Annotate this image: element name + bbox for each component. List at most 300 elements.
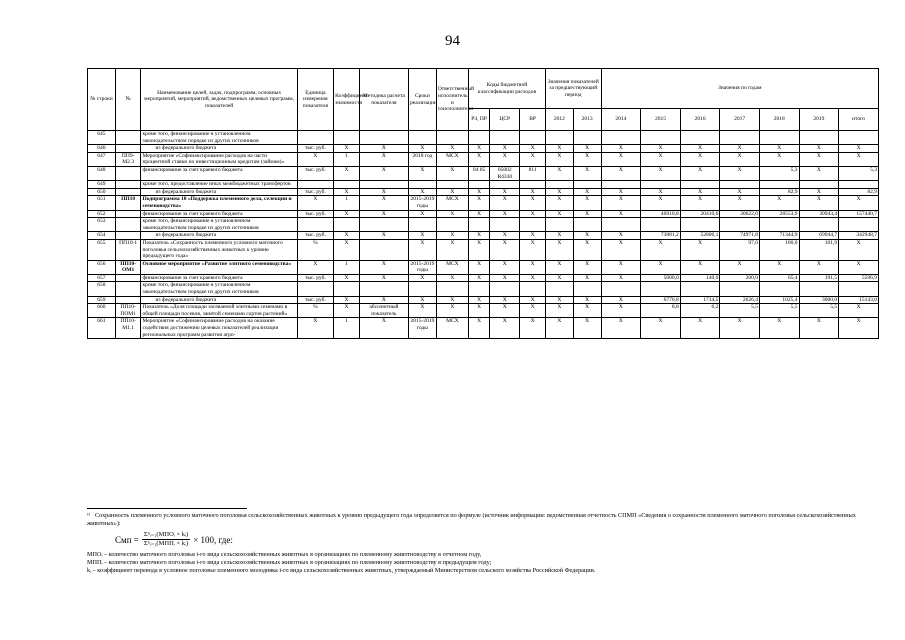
row-rz xyxy=(468,282,489,296)
row-unit xyxy=(297,218,333,232)
row-total xyxy=(839,282,879,296)
row-code: ПП9-М2.3 xyxy=(115,152,141,166)
row-resp: Х xyxy=(436,166,468,180)
row-2018: Х xyxy=(759,196,799,210)
formula-right: × 100, где: xyxy=(193,534,233,545)
row-vr: Х xyxy=(520,304,546,318)
row-resp xyxy=(436,181,468,189)
row-2019: Х xyxy=(799,318,839,339)
row-2012: Х xyxy=(545,296,573,304)
row-unit: Х xyxy=(297,318,333,339)
row-2018 xyxy=(759,218,799,232)
row-name: из федерального бюджета xyxy=(141,232,297,240)
row-name: Показатель «Сохранность племенного условного маточного поголовья сельскохозяйственных животных к уровню предыдущего года» xyxy=(141,239,297,260)
formula xyxy=(115,531,879,548)
row-method xyxy=(359,218,408,232)
row-resp: Х xyxy=(436,239,468,260)
row-coef: Х xyxy=(334,145,360,153)
row-csr: Х xyxy=(490,145,520,153)
row-method: Х xyxy=(359,318,408,339)
row-2015: 73881,2 xyxy=(641,232,681,240)
row-code xyxy=(115,282,141,296)
row-method: Х xyxy=(359,232,408,240)
row-unit: тыс. руб. xyxy=(297,274,333,282)
row-number: 645 xyxy=(88,131,116,145)
row-total: Х xyxy=(839,152,879,166)
row-2014: Х xyxy=(601,232,641,240)
row-coef: Х xyxy=(334,210,360,218)
row-2016: Х xyxy=(680,145,720,153)
row-2014: Х xyxy=(601,318,641,339)
row-method xyxy=(359,181,408,189)
row-2017: 5,5 xyxy=(720,304,760,318)
header-prev: Значения показателей за предшествующий период xyxy=(545,69,601,109)
row-total: 5596,9 xyxy=(839,274,879,282)
row-unit: тыс. руб. xyxy=(297,296,333,304)
row-2015: Х xyxy=(641,152,681,166)
row-coef: Х xyxy=(334,188,360,196)
row-2019 xyxy=(799,218,839,232)
row-csr: Х xyxy=(490,304,520,318)
row-name: из федерального бюджета xyxy=(141,145,297,153)
row-rz: Х xyxy=(468,210,489,218)
row-2019: 69944,7 xyxy=(799,232,839,240)
table-row xyxy=(88,145,879,153)
row-2013: Х xyxy=(573,210,601,218)
row-method: абсолютный показатель xyxy=(359,304,408,318)
row-2017: Х xyxy=(720,145,760,153)
row-csr xyxy=(490,218,520,232)
row-vr: Х xyxy=(520,145,546,153)
row-coef: Х xyxy=(334,166,360,180)
row-total: Х xyxy=(839,304,879,318)
row-term: 2015-2019 годы xyxy=(409,318,437,339)
row-code: ПП10-ПОМ1 xyxy=(115,304,141,318)
row-term xyxy=(409,282,437,296)
row-unit xyxy=(297,282,333,296)
row-2014: Х xyxy=(601,196,641,210)
row-total: Х xyxy=(839,260,879,274)
row-total: Х xyxy=(839,145,879,153)
row-2013: Х xyxy=(573,166,601,180)
formula-numerator: Σⁿᵢ₌₁(МПОᵢ × kᵢ) xyxy=(143,531,189,538)
row-coef: Х xyxy=(334,304,360,318)
row-number: 650 xyxy=(88,188,116,196)
row-number: 658 xyxy=(88,282,116,296)
header-codes: Коды бюджетной классификации расходов xyxy=(468,69,545,109)
row-2019: 191,5 xyxy=(799,274,839,282)
row-2016: Х xyxy=(680,260,720,274)
row-2017: 200,0 xyxy=(720,274,760,282)
row-number: 652 xyxy=(88,210,116,218)
row-2014 xyxy=(601,218,641,232)
row-resp xyxy=(436,282,468,296)
row-2018: 100,0 xyxy=(759,239,799,260)
row-2017 xyxy=(720,131,760,145)
row-2017: 74971,8 xyxy=(720,232,760,240)
row-csr: Х xyxy=(490,274,520,282)
row-2017: Х xyxy=(720,260,760,274)
row-csr: Х xyxy=(490,152,520,166)
row-code xyxy=(115,210,141,218)
row-code: ПП10-М1.1 xyxy=(115,318,141,339)
row-2012: Х xyxy=(545,152,573,166)
row-rz xyxy=(468,218,489,232)
header-resp: Ответственный исполнитель и соисполнители xyxy=(436,69,468,131)
table-row xyxy=(88,260,879,274)
row-code xyxy=(115,188,141,196)
row-term: Х xyxy=(409,304,437,318)
row-number: 653 xyxy=(88,218,116,232)
row-2018: Х xyxy=(759,318,799,339)
header-2018: 2018 xyxy=(759,109,799,131)
row-code xyxy=(115,181,141,189)
row-2015: 8,8 xyxy=(641,304,681,318)
header-2012: 2012 xyxy=(545,109,573,131)
row-vr: Х xyxy=(520,296,546,304)
header-method: Методика расчета показателя xyxy=(359,69,408,131)
row-method: Х xyxy=(359,196,408,210)
row-2013: Х xyxy=(573,296,601,304)
row-unit: Х xyxy=(297,196,333,210)
row-name: кроме того, финансирование в установленном законодательством порядке из других источников xyxy=(141,131,297,145)
header-2017: 2017 xyxy=(720,109,760,131)
row-2013 xyxy=(573,282,601,296)
row-2018: 1025,4 xyxy=(759,296,799,304)
row-method: Х xyxy=(359,260,408,274)
row-method: Х xyxy=(359,188,408,196)
row-vr: Х xyxy=(520,210,546,218)
row-2013: Х xyxy=(573,232,601,240)
row-term: Х xyxy=(409,210,437,218)
row-2019: 3000,0 xyxy=(799,296,839,304)
row-total: 82,9 xyxy=(839,188,879,196)
row-name: Основное мероприятие «Развитие элитного семеноводства» xyxy=(141,260,297,274)
row-2019: 101,9 xyxy=(799,239,839,260)
row-csr xyxy=(490,131,520,145)
row-term: Х xyxy=(409,239,437,260)
row-2013: Х xyxy=(573,152,601,166)
row-number: 661 xyxy=(88,318,116,339)
row-coef xyxy=(334,218,360,232)
row-coef xyxy=(334,131,360,145)
row-2016 xyxy=(680,181,720,189)
row-method: Х xyxy=(359,274,408,282)
program-table xyxy=(87,68,879,339)
row-2019: 5,5 xyxy=(799,304,839,318)
row-csr: Х xyxy=(490,210,520,218)
row-coef xyxy=(334,282,360,296)
row-2015: Х xyxy=(641,196,681,210)
row-2016: 1714,5 xyxy=(680,296,720,304)
table-row xyxy=(88,188,879,196)
row-2012: Х xyxy=(545,304,573,318)
row-2018: Х xyxy=(759,145,799,153)
table-row xyxy=(88,304,879,318)
row-2019: Х xyxy=(799,166,839,180)
row-2014: Х xyxy=(601,296,641,304)
row-unit: % xyxy=(297,239,333,260)
row-name: Мероприятие «Софинансирование расходов на оказание содействия достижению целевых показателей реализации региональных программ развития агро- xyxy=(141,318,297,339)
row-2016 xyxy=(680,282,720,296)
row-number: 649 xyxy=(88,181,116,189)
row-method xyxy=(359,282,408,296)
row-vr: Х xyxy=(520,239,546,260)
row-name: финансирование за счет краевого бюджета xyxy=(141,166,297,180)
header-2015: 2015 xyxy=(641,109,681,131)
row-2012: Х xyxy=(545,210,573,218)
formula-left: Смп = xyxy=(115,534,139,545)
row-code xyxy=(115,232,141,240)
row-vr xyxy=(520,181,546,189)
row-code: ПП10 xyxy=(115,196,141,210)
row-2016: 6,2 xyxy=(680,304,720,318)
row-vr: Х xyxy=(520,274,546,282)
row-2017: Х xyxy=(720,188,760,196)
row-2013: Х xyxy=(573,318,601,339)
row-rz: Х xyxy=(468,188,489,196)
row-total: 15143,0 xyxy=(839,296,879,304)
row-coef xyxy=(334,181,360,189)
row-term: Х xyxy=(409,274,437,282)
table-row xyxy=(88,239,879,260)
row-term: Х xyxy=(409,296,437,304)
row-resp: Х xyxy=(436,274,468,282)
row-2014: Х xyxy=(601,304,641,318)
row-2019: Х xyxy=(799,145,839,153)
table-row xyxy=(88,274,879,282)
row-2014 xyxy=(601,131,641,145)
header-total: итого xyxy=(839,109,879,131)
row-2016: Х xyxy=(680,196,720,210)
row-method xyxy=(359,131,408,145)
row-rz: Х xyxy=(468,152,489,166)
row-2018 xyxy=(759,181,799,189)
row-resp: МСХ xyxy=(436,318,468,339)
row-2012: Х xyxy=(545,196,573,210)
row-coef: Х xyxy=(334,274,360,282)
row-2016 xyxy=(680,131,720,145)
row-name: финансирование за счет краевого бюджета xyxy=(141,274,297,282)
row-number: 654 xyxy=(88,232,116,240)
row-method: Х xyxy=(359,145,408,153)
row-number: 647 xyxy=(88,152,116,166)
row-code xyxy=(115,218,141,232)
table-row xyxy=(88,232,879,240)
row-2014: Х xyxy=(601,152,641,166)
row-vr xyxy=(520,131,546,145)
row-rz xyxy=(468,131,489,145)
row-coef: 1 xyxy=(334,260,360,274)
table-row xyxy=(88,296,879,304)
row-2012: Х xyxy=(545,239,573,260)
row-vr: Х xyxy=(520,260,546,274)
row-2015: 6776,8 xyxy=(641,296,681,304)
row-2017: Х xyxy=(720,196,760,210)
row-coef: 1 xyxy=(334,318,360,339)
row-resp: Х xyxy=(436,232,468,240)
row-2013: Х xyxy=(573,260,601,274)
row-total: Х xyxy=(839,196,879,210)
row-2014 xyxy=(601,282,641,296)
row-rz: Х xyxy=(468,318,489,339)
table-row xyxy=(88,181,879,189)
row-2018: 65,4 xyxy=(759,274,799,282)
row-2012 xyxy=(545,218,573,232)
row-coef: Х xyxy=(334,239,360,260)
table-row xyxy=(88,166,879,180)
row-2016 xyxy=(680,218,720,232)
row-rz: Х xyxy=(468,274,489,282)
row-2015 xyxy=(641,218,681,232)
row-2017 xyxy=(720,282,760,296)
row-resp: Х xyxy=(436,145,468,153)
row-2019: Х xyxy=(799,196,839,210)
row-total: 5,3 xyxy=(839,166,879,180)
row-code xyxy=(115,296,141,304)
row-unit: % xyxy=(297,304,333,318)
row-2019 xyxy=(799,131,839,145)
row-2019: 30943,4 xyxy=(799,210,839,218)
table-row xyxy=(88,282,879,296)
row-code: ПП10-1 xyxy=(115,239,141,260)
row-2015: Х xyxy=(641,145,681,153)
row-2015: Х xyxy=(641,260,681,274)
row-2019: Х xyxy=(799,188,839,196)
row-total: 157440,7 xyxy=(839,210,879,218)
row-coef: 1 xyxy=(334,152,360,166)
row-name: Мероприятие «Софинансирование расходов на части процентной ставки по инвестиционным кредитам (займам)» xyxy=(141,152,297,166)
row-2018: 71344,9 xyxy=(759,232,799,240)
row-2013: Х xyxy=(573,196,601,210)
row-2012 xyxy=(545,282,573,296)
header-2016: 2016 xyxy=(680,109,720,131)
row-resp: МСХ xyxy=(436,196,468,210)
row-2018: Х xyxy=(759,260,799,274)
row-method: Х xyxy=(359,210,408,218)
formula-denominator: Σⁿᵢ₌₁(МППᵢ × kᵢ) xyxy=(143,540,189,547)
row-2016: Х xyxy=(680,166,720,180)
header-2019: 2019 xyxy=(799,109,839,131)
row-total xyxy=(839,218,879,232)
row-2017 xyxy=(720,218,760,232)
row-csr xyxy=(490,282,520,296)
definition-k: kᵢ – коэффициент перевода в условное поголовье племенного молодняка i-го вида сельскохозяйственных животных, утверждаемый Министерством сельского хозяйства Российской Федерации. xyxy=(87,567,596,574)
row-2018: 5,3 xyxy=(759,166,799,180)
row-2012: Х xyxy=(545,188,573,196)
row-rz: 04 05 xyxy=(468,166,489,180)
row-2017: 2626,4 xyxy=(720,296,760,304)
row-method: Х xyxy=(359,296,408,304)
row-term: 2015-2019 годы xyxy=(410,260,435,274)
row-2015: 46910,8 xyxy=(641,210,681,218)
row-term: Х xyxy=(409,166,437,180)
row-name: из федерального бюджета xyxy=(141,296,297,304)
row-coef: 1 xyxy=(334,196,360,210)
row-number: 648 xyxy=(88,166,116,180)
row-resp xyxy=(436,218,468,232)
row-unit: Х xyxy=(297,260,333,274)
row-2019 xyxy=(799,282,839,296)
row-2015: 5000,0 xyxy=(641,274,681,282)
row-term: Х xyxy=(409,232,437,240)
row-vr xyxy=(520,282,546,296)
row-rz: Х xyxy=(468,239,489,260)
row-csr: Х xyxy=(490,239,520,260)
row-2015: Х xyxy=(641,239,681,260)
row-name: кроме того, финансирование в установленном законодательством порядке из других источников xyxy=(141,218,297,232)
row-code xyxy=(115,274,141,282)
row-2013: Х xyxy=(573,239,601,260)
row-2014: Х xyxy=(601,210,641,218)
row-2018: 5,5 xyxy=(759,304,799,318)
row-rz: Х xyxy=(468,304,489,318)
row-rz xyxy=(468,181,489,189)
row-csr: Х xyxy=(490,318,520,339)
row-unit xyxy=(297,131,333,145)
row-rz: Х xyxy=(468,145,489,153)
footnote-text: Сохранность племенного условного маточного поголовья сельскохозяйственных животных к уровню предыдущего года определяется по формуле (источник информации: ведомственная отчетность СПМП «Сведения о сохранности племенного маточного поголовья сельскохозяйственных животных»): xyxy=(87,512,856,527)
row-2019: Х xyxy=(799,260,839,274)
definition-mpp: МППᵢ – количество маточного поголовья i-го вида сельскохозяйственных животных в организациях по племенному животноводству в предыдущем году; xyxy=(87,559,492,566)
row-2016: 20410,6 xyxy=(680,210,720,218)
row-2012 xyxy=(545,131,573,145)
header-row-no: № строки xyxy=(88,69,116,131)
header-name: Наименование целей, задач, подпрограмм, основных мероприятий, мероприятий, ведомственных целевых программ, показателей xyxy=(141,69,297,131)
header-2014: 2014 xyxy=(601,109,641,131)
row-2018 xyxy=(759,131,799,145)
row-2017: Х xyxy=(720,318,760,339)
row-coef: Х xyxy=(334,232,360,240)
row-2015: Х xyxy=(641,318,681,339)
row-2016: Х xyxy=(680,188,720,196)
row-number: 660 xyxy=(88,304,116,318)
row-rz: Х xyxy=(468,232,489,240)
table-row xyxy=(88,318,879,339)
row-2013 xyxy=(573,131,601,145)
row-code xyxy=(115,131,141,145)
row-code xyxy=(115,166,141,180)
row-term: 2015-2019 годы xyxy=(410,196,435,209)
row-2017: Х xyxy=(720,152,760,166)
row-2017: 30622,0 xyxy=(720,210,760,218)
row-2012: Х xyxy=(545,232,573,240)
row-2013: Х xyxy=(573,274,601,282)
row-rz: Х xyxy=(468,296,489,304)
row-2016: Х xyxy=(680,318,720,339)
row-2015 xyxy=(641,181,681,189)
row-method: Х xyxy=(359,166,408,180)
row-resp: МСХ xyxy=(436,152,468,166)
row-name: из федерального бюджета xyxy=(141,188,297,196)
row-2012: Х xyxy=(545,145,573,153)
row-code: ПП10-ОМ1 xyxy=(115,260,141,274)
row-name: финансирование за счет краевого бюджета xyxy=(141,210,297,218)
header-no: № xyxy=(115,69,141,131)
row-2017: Х xyxy=(720,166,760,180)
footnote-divider xyxy=(87,508,247,509)
row-resp: Х xyxy=(436,304,468,318)
row-term xyxy=(409,218,437,232)
row-term: Х xyxy=(409,188,437,196)
row-total: Х xyxy=(839,239,879,260)
row-coef: Х xyxy=(334,296,360,304)
table-body xyxy=(88,131,879,339)
row-2016: Х xyxy=(680,152,720,166)
header-csr: ЦСР xyxy=(490,109,520,131)
row-2017: 97,0 xyxy=(720,239,760,260)
footnote-mark: ¹⁾ xyxy=(87,512,91,519)
